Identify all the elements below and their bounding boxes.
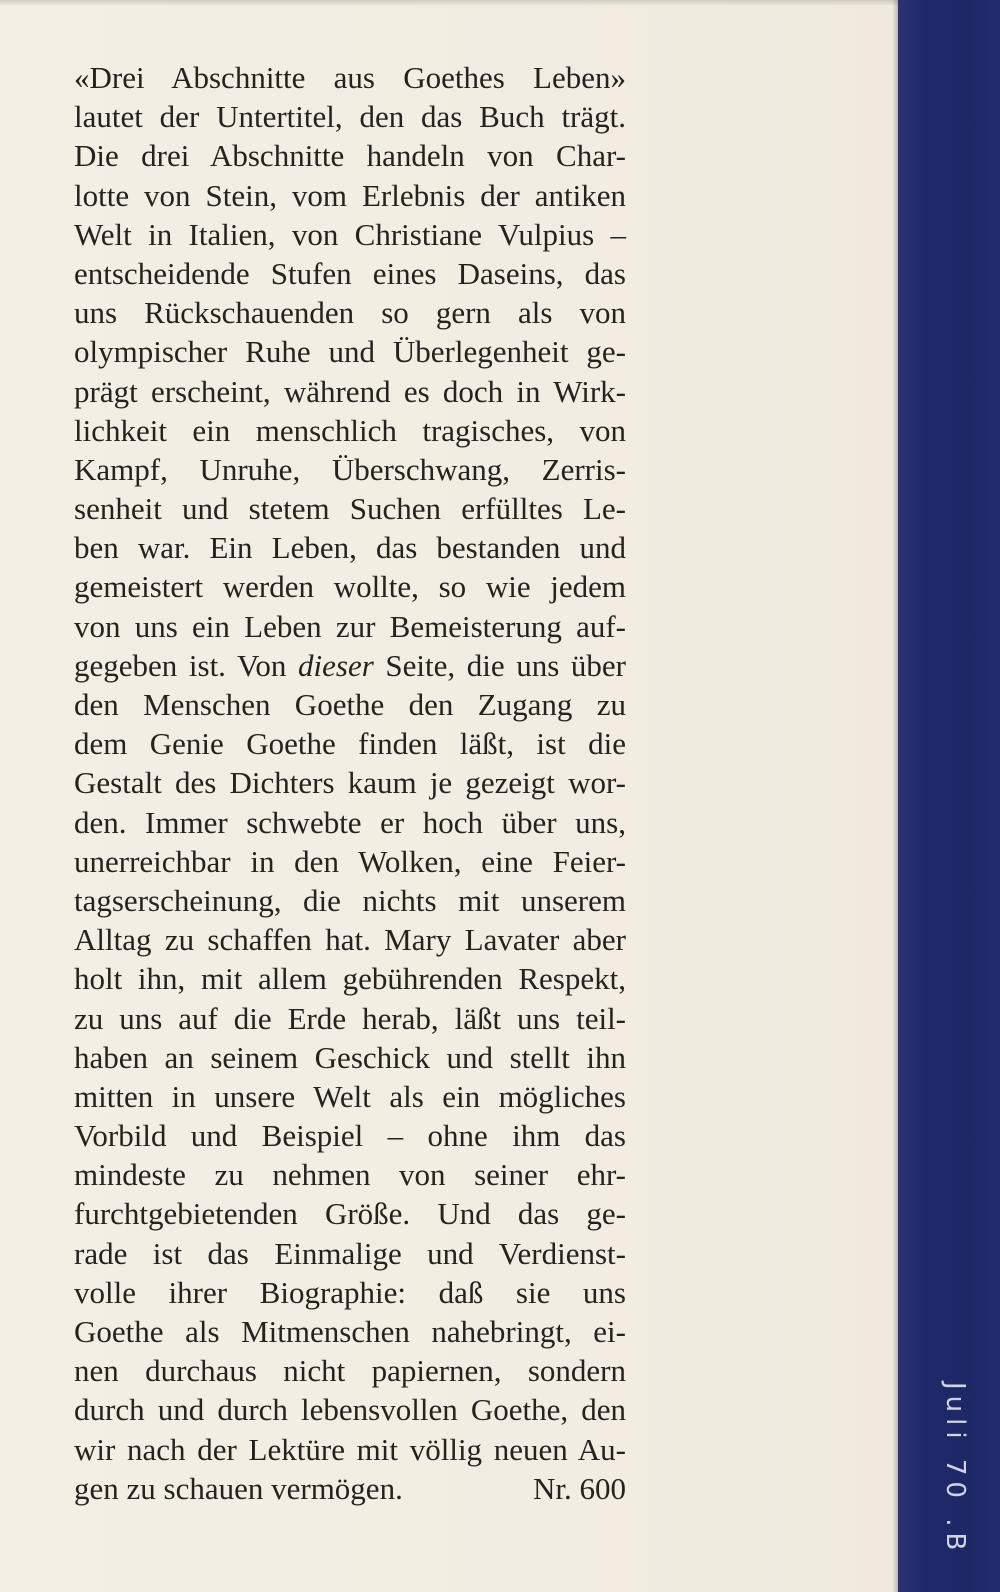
line-part: gegeben ist. Von [74,647,287,683]
blurb-line: durch und durch lebensvollen Goethe, den [74,1392,626,1428]
blurb-line: senheit und stetem Suchen erfülltes Le- [74,491,626,527]
blurb-line: entscheidende Stufen eines Daseins, das [74,255,626,291]
blurb-line: Die drei Abschnitte handeln von Char- [74,138,626,174]
blurb-line: gemeistert werden wollte, so wie jedem [74,569,626,605]
line-part: Seite, die uns über [385,647,627,683]
blurb-line-with-italic [74,646,626,685]
blurb-line: tagserscheinung, die nichts mit unserem [74,882,626,918]
blurb-line: Goethe als Mitmenschen nahebringt, ei- [74,1314,626,1349]
blurb-line: uns Rückschauenden so gern als von [74,295,626,331]
blue-spine [898,0,1000,1592]
catalog-number: Nr. 600 [533,1470,626,1506]
blurb-line: mitten in unsere Welt als ein mögliches [74,1078,626,1114]
blurb-line: rade ist das Einmalige und Verdienst- [74,1235,626,1271]
blurb-line: ben war. Ein Leben, das bestanden und [74,530,626,566]
blurb-line: prägt erscheint, während es doch in Wirk- [74,373,626,409]
blurb-line: mindeste zu nehmen von seiner ehr- [74,1157,626,1193]
blurb-line: lichkeit ein menschlich tragisches, von [74,412,626,448]
blurb-line: dem Genie Goethe finden läßt, ist die [74,726,626,762]
blurb-line: furchtgebietenden Größe. Und das ge- [74,1196,626,1232]
blurb-line: den. Immer schwebte er hoch über uns, [74,804,626,840]
blurb-line: von uns ein Leben zur Bemeisterung auf- [74,608,626,644]
blurb-line: zu uns auf die Erde herab, läßt uns teil- [74,1000,626,1036]
blurb-line: lautet der Untertitel, den das Buch trägt. [74,99,626,135]
blurb-text-block [74,58,626,1508]
blurb-line: Kampf, Unruhe, Überschwang, Zerris- [74,451,626,487]
blurb-line: wir nach der Lektüre mit völlig neuen Au- [74,1431,626,1467]
blurb-line: nen durchaus nicht papiernen, sondern [74,1353,626,1389]
blurb-line: Vorbild und Beispiel – ohne ihm das [74,1118,626,1154]
blurb-line: Gestalt des Dichters kaum je gezeigt wor- [74,765,626,801]
blurb-line: holt ihn, mit allem gebührenden Respekt, [74,961,626,997]
last-line-text: gen zu schauen vermögen. [74,1470,403,1506]
blurb-line: «Drei Abschnitte aus Goethes Leben» [74,60,626,95]
blurb-line: lotte von Stein, vom Erlebnis der antiken [74,177,626,213]
handwritten-note: Juli 70 .B [940,1382,970,1557]
blurb-line: olympischer Ruhe und Überlegenheit ge- [74,334,626,370]
blurb-line: volle ihrer Biographie: daß sie uns [74,1274,626,1310]
blurb-line: den Menschen Goethe den Zugang zu [74,687,626,722]
blurb-line: unerreichbar in den Wolken, eine Feier- [74,843,626,879]
top-edge-shadow [0,0,1000,6]
emphasized-word: dieser [298,647,374,683]
blurb-line: Alltag zu schaffen hat. Mary Lavater aber [74,922,626,958]
blurb-last-line [74,1469,626,1508]
blurb-line: Welt in Italien, von Christiane Vulpius – [74,216,626,252]
blurb-line: haben an seinem Geschick und stellt ihn [74,1039,626,1075]
